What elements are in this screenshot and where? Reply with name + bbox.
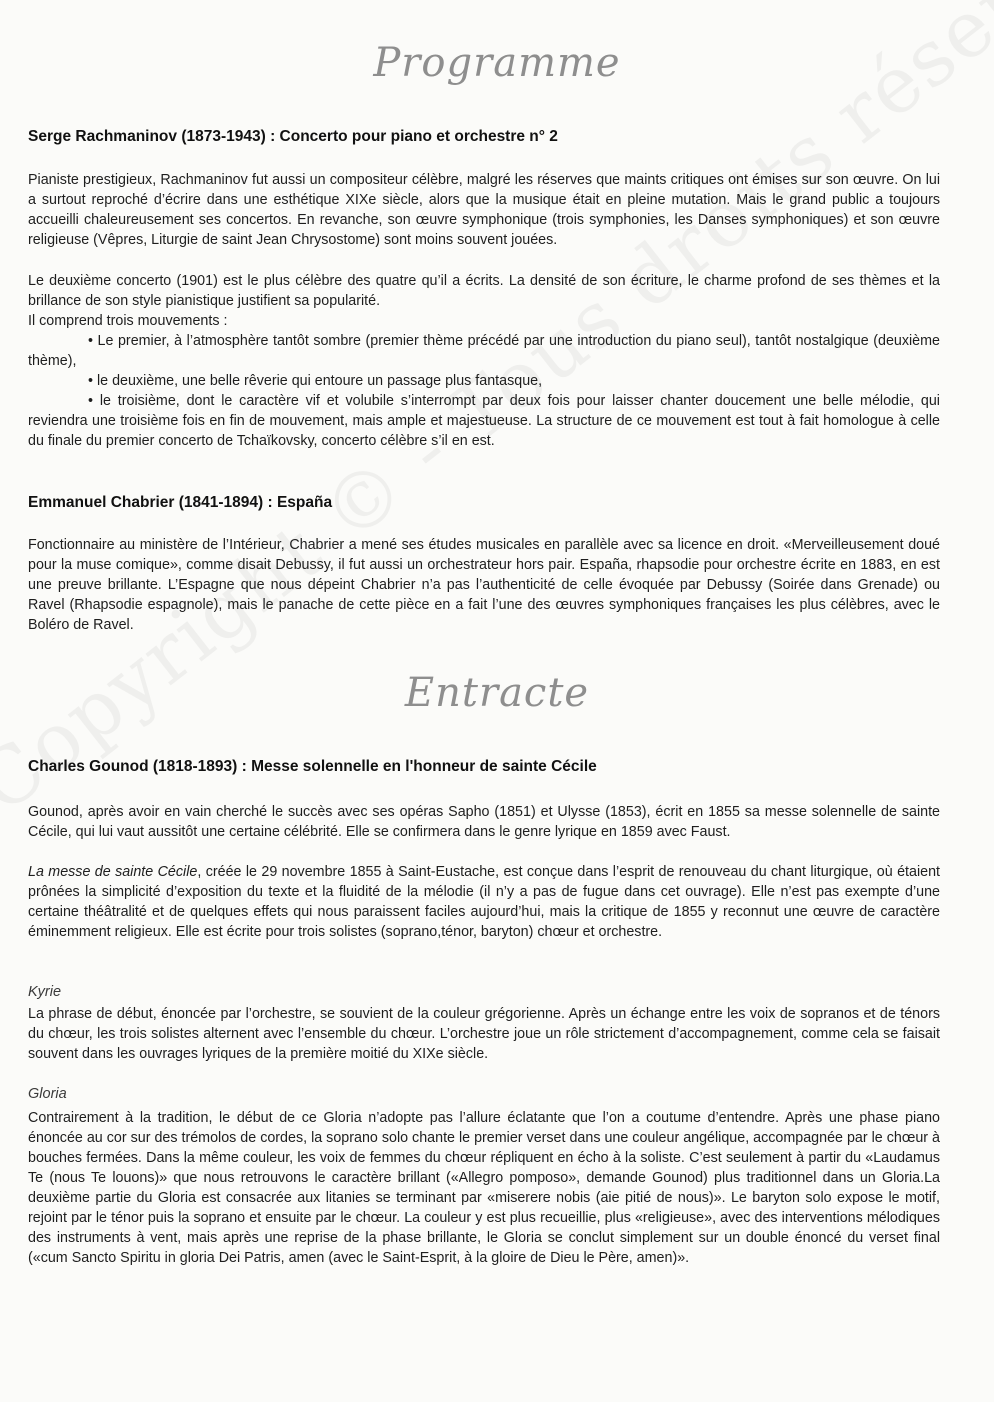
entracte-title: Entracte [404,670,590,716]
rachmaninov-paragraph-2: Le deuxième concerto (1901) est le plus célèbre des quatre qu’il a écrits. La densité de son écriture, le charme profond de ses thèmes et la brillance de son style pianistique justifient sa popularité. [28,273,940,309]
gounod-paragraph-2 [28,862,940,942]
rachmaninov-bullet-3: • le troisième, dont le caractère vif et volubile s’interrompt par deux fois pour laisser chanter doucement une belle mélodie, qui reviendra une troisième fois en fin de mouvement, mais ample et majestueuse. La structure de ce mouvement est tout à fait homologue à celle du finale du premier concerto de Tchaïkovsky, concerto célèbre s’il en est. [28,393,940,449]
rachmaninov-heading: Serge Rachmaninov (1873-1943) : Concerto pour piano et orchestre n° 2 [28,128,558,145]
chabrier-heading: Emmanuel Chabrier (1841-1894) : España [28,494,333,511]
gounod-heading: Charles Gounod (1818-1893) : Messe solennelle en l'honneur de sainte Cécile [28,758,597,775]
rachmaninov-bullet-1: • Le premier, à l’atmosphère tantôt sombre (premier thème précédé par une introduction du piano seul), tantôt nostalgique (deuxième thème), [28,333,940,369]
gounod-paragraph-1: Gounod, après avoir en vain cherché le succès avec ses opéras Sapho (1851) et Ulysse (1853), écrit en 1855 sa messe solennelle de sainte Cécile, qui lui vaut aussitôt une certaine célébrité. Elle se confirmera dans le genre lyrique en 1859 avec Faust. [28,804,940,840]
gloria-paragraph: Contrairement à la tradition, le début de ce Gloria n’adopte pas l’allure éclatante que l’on a coutume d’entendre. Après une phase piano énoncée au cor sur des trémolos de cordes, la soprano solo chante le premier verset dans une couleur angélique, accompagnée par le chœur à bouches fermées. Dans la même couleur, les voix de femmes du chœur répliquent en écho à la soliste. C’est seulement à partir du «Laudamus Te (nous Te louons)» que nous retrouvons le caractère brillant («Allegro pomposo», demande Gounod) plus traditionnel dans un Gloria.La deuxième partie du Gloria est consacrée aux litanies se terminant par «miserere nobis (aie pitié de nous)». Le baryton solo expose le motif, rejoint par le ténor puis la soprano et ensuite par le chœur. La couleur y est plus recueillie, plus «religieuse», avec des interventions mélodiques des instruments à vent, mais après une reprise de la phase brillante, le Gloria se conclut simplement sur un double énoncé du verset final («cum Sancto Spiritu in gloria Dei Patris, amen (avec le Saint-Esprit, à la gloire de Dieu le Père, amen)». [28,1110,940,1266]
gounod-paragraph-2-text: , créée le 29 novembre 1855 à Saint-Eustache, est conçue dans l’esprit de renouveau du chant liturgique, où étaient prônées la simplicité d’exposition du texte et la fluidité de la mélodie (il n’y a pas de fugue dans cet ouvrage). Elle n’est pas exempte d’une certaine théâtralité et de quelques effets qui nous paraissent faciles aujourd’hui, mais la critique de 1855 y reconnut une œuvre de caractère éminemment religieux. Elle est écrite pour trois solistes (soprano,ténor, baryton) chœur et orchestre. [28,864,940,940]
gloria-subheading: Gloria [28,1086,67,1102]
rachmaninov-paragraph-1: Pianiste prestigieux, Rachmaninov fut aussi un compositeur célèbre, malgré les réserves que maints critiques ont émises sur son œuvre. On lui a surtout reproché d’écrire dans une esthétique XIXe siècle, alors que la musique était en pleine mutation. Mais le grand public a toujours accueilli chaleureusement ses concertos. En revanche, son œuvre symphonique (trois symphonies, les Danses symphoniques) et son œuvre religieuse (Vêpres, Liturgie de saint Jean Chrysostome) sont moins souvent jouées. [28,172,940,248]
rachmaninov-bullet-2: • le deuxième, une belle rêverie qui entoure un passage plus fantasque, [88,373,543,389]
programme-title: Programme [373,40,621,86]
chabrier-paragraph: Fonctionnaire au ministère de l’Intérieur, Chabrier a mené ses études musicales en parallèle avec sa licence en droit. «Merveilleusement doué pour la muse comique», comme disait Debussy, il fut aussi un orchestrateur hors pair. España, rhapsodie pour orchestre écrite en 1883, en est une preuve brillante. L’Espagne que nous dépeint Chabrier n’a pas l’authenticité de celle évoquée par Debussy (Soirée dans Grenade) ou Ravel (Rhapsodie espagnole), mais le panache de cette pièce en a fait l’une des œuvres symphoniques françaises les plus célèbres, avec le Boléro de Ravel. [28,537,940,633]
kyrie-subheading: Kyrie [28,984,62,1000]
kyrie-paragraph: La phrase de début, énoncée par l’orchestre, se souvient de la couleur grégorienne. Après un échange entre les voix de sopranos et de ténors du chœur, les trois solistes alternent avec l’ensemble du chœur. L’orchestre joue un rôle strictement d’accompagnement, comme cela se faisait souvent dans les ouvrages lyriques de la première moitié du XIXe siècle. [28,1006,940,1062]
rachmaninov-paragraph-3: Il comprend trois mouvements : [28,313,228,329]
messe-title-italic: La messe de sainte Cécile [28,864,198,880]
